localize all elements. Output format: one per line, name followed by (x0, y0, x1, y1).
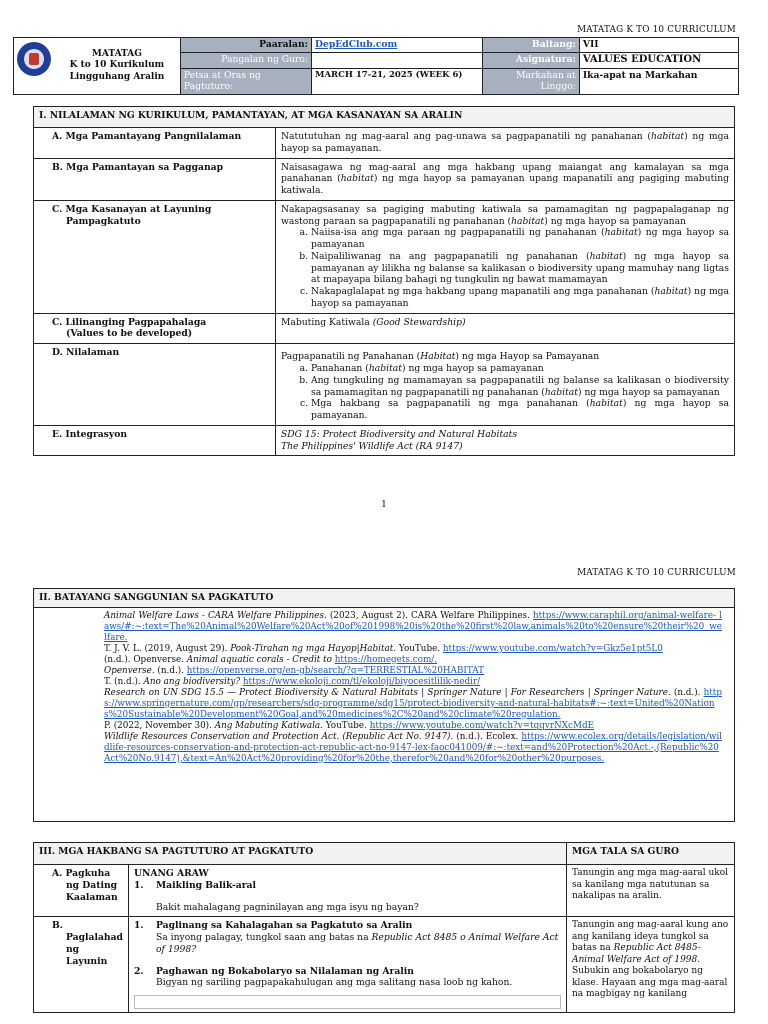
reference-link[interactable]: https://homegets.com/. (334, 654, 438, 665)
paglalahad-note: Tanungin ang mag-aaral kung ano ang kanilang ideya tungkol sa batas na Republic Act 8485- Animal Welfare Act of 1998. Subukin ang bokabolaryo ng klase. Hayaan ang mga mag-aaral na magbigay ng kanilang (567, 917, 735, 1013)
pagkuha-content: UNANG ARAW 1. Maikling Balik-aral Bakit mahalagang pagninilayan ang mga isyu ng bayan? (128, 865, 566, 917)
asignatura-label: Asignatura: (483, 52, 580, 68)
reference-item: Animal Welfare Laws - CARA Welfare Philippines. (2023, August 2). CARA Welfare Philippines. https://www.caraphil.org/animal-welfare- laws/#:~:text=The%20Animal%20Welfare%20Act%20of%201998%20is%20the%20first%20law,animals%20to%20ensure%20their%20 welfare. (104, 610, 722, 643)
pagpapahalaga-label: C. Lilinanging Pagpapahalaga (Values to be developed) (34, 313, 276, 344)
paglalahad-label: B. Paglalahad ng Layunin (34, 917, 129, 1013)
teaching-steps-table (33, 842, 735, 1013)
paaralan-link[interactable]: DepEdClub.com (315, 39, 398, 50)
guro-label: Pangalan ng Guro: (180, 52, 311, 68)
reference-link[interactable]: https://www.caraphil.org/animal-welfare- laws/#:~:text=The%20Animal%20Welfare%20Act%20of%201998%20is%20the%20first%20law,animals%20to%20ensure%20their%20 welfare. (104, 610, 722, 643)
list-item: b. Naipaliliwanag na ang pagpapanatili ng panahanan (habitat) ng mga hayop sa pamayanan ay lilikha ng balanse sa kalikasan o biodiversity upang mamuhay nang ligtas at mapayapa bilang bahagi ng tungkulin ng bawat mamamayan (311, 251, 729, 286)
markahan-value: Ika-apat na Markahan (579, 68, 738, 95)
pamantayang-pangnilalaman-text: Natututuhan ng mag-aaral ang pag-unawa sa pagpapanatili ng panahanan (habitat) ng mga hayop sa pamayanan. (276, 128, 735, 159)
pagkuha-note: Tanungin ang mga mag-aaral ukol sa kanilang mga natutunan sa nakalipas na aralin. (567, 865, 735, 917)
list-item: a. Panahanan (habitat) ng mga hayop sa pamayanan (311, 363, 729, 375)
guro-value (312, 52, 483, 68)
pamantayang-pangnilalaman-label: A. Mga Pamantayang Pangnilalaman (34, 128, 276, 159)
deped-seal-icon (17, 42, 51, 76)
section-2-title: II. BATAYANG SANGGUNIAN SA PAGKATUTO (34, 589, 734, 608)
reference-link[interactable]: https://www.springernature.com/gp/researchers/sdg-programme/sdg15/protect-biodiversity-and-natural-habitats#:~:text=United%20Nations%20Sustainable%20Development%20Goal,and%20medicines%2C%20and%20climate%20regulation. (104, 687, 722, 720)
curriculum-label: MATATAG K TO 10 CURRICULUM (577, 25, 736, 35)
notes-title: MGA TALA SA GURO (567, 843, 735, 865)
kasanayan-text: Nakapagsasanay sa pagiging mabuting katiwala sa pamamagitan ng pagpapalaganap ng wastong paraan sa pagpapanatili ng panahanan (habitat) ng mga hayop sa pamayanan a. Naiisa-isa ang mga paraan ng pagpapanatili ng panahanan (habitat) ng mga hayop sa pamayanan b. Naipaliliwanag na ang pagpapanatili ng panahanan (habitat) ng mga hayop sa pamayanan ay lilikha ng balanse sa kalikasan o biodiversity upang mamuhay nang ligtas at mapayapa bilang bahagi ng tungkulin ng bawat mamamayan c. Nakapaglalapat ng mga hakbang upang mapanatili ang mga panahanan (habitat) ng mga hayop sa pamayanan (276, 200, 735, 313)
curriculum-content-table (33, 106, 735, 456)
reference-item: T. (n.d.). Ano ang biodiversity? https://www.ekoloji.com/tl/ekoloji/biyocesitlilik-nedir/ (104, 676, 481, 687)
pamantayan-pagganap-label: B. Mga Pamantayan sa Pagganap (34, 158, 276, 200)
list-item: b. Ang tungkuling ng mamamayan sa pagpapanatili ng balanse sa kalikasan o biodiversity sa pamamagitan ng pagpapanatili ng panahanan (habitat) ng mga hayop sa pamayanan (311, 375, 729, 399)
asignatura-value: VALUES EDUCATION (579, 52, 738, 68)
reference-item: T. J. V. L. (2019, August 29). Pook-Tirahan ng mga Hayop|Habitat. YouTube. https://www.youtube.com/watch?v=Gkz5e1pt5L0 (104, 643, 663, 654)
list-item: a. Naiisa-isa ang mga paraan ng pagpapanatili ng panahanan (habitat) ng mga hayop sa pamayanan (311, 227, 729, 251)
deped-seal-cell (14, 38, 55, 95)
pamantayan-pagganap-text: Naisasagawa ng mag-aaral ang mga hakbang upang maiangat ang kamalayan sa mga panahanan (habitat) ng mga hayop sa pamayanan upang mapanatili ang pagiging mabuting katiwala. (276, 158, 735, 200)
kasanayan-label: C. Mga Kasanayan at Layuning Pampagkatuto (34, 200, 276, 313)
reference-link[interactable]: https://www.youtube.com/watch?v=Gkz5e1pt5L0 (442, 643, 663, 654)
school-title: MATATAG K to 10 Kurikulum Lingguhang Aralin (54, 38, 180, 95)
vocabulary-box (134, 995, 561, 1009)
baitang-label: Baitang: (483, 38, 580, 53)
reference-item: P. (2022, November 30). Ang Mabuting Katiwala. YouTube. https://www.youtube.com/watch?v=tqqvrNXcMdE (104, 720, 595, 731)
section-3-title: III. MGA HAKBANG SA PAGTUTURO AT PAGKATUTO (34, 843, 567, 865)
reference-link[interactable]: https://www.ecolex.org/details/legislation/wildlife-resources-conservation-and-protection-act-republic-act-no-9147-lex-faoc041009/#:~:text=and%20Protection%20Act.-,(Republic%20Act%20No.9147),&text=An%20Act%20providing%20for%20the,therefor%20and%20for%20other%20purposes. (104, 731, 722, 764)
petsa-value: MARCH 17-21, 2025 (WEEK 6) (312, 68, 483, 95)
nilalaman-label: D. Nilalaman (34, 344, 276, 426)
petsa-label: Petsa at Oras ng Pagtuturo: (180, 68, 311, 95)
integrasyon-label: E. Integrasyon (34, 425, 276, 456)
reference-link[interactable]: https://www.youtube.com/watch?v=tqqvrNXcMdE (369, 720, 595, 731)
baitang-value: VII (579, 38, 738, 53)
integrasyon-text: SDG 15: Protect Biodiversity and Natural Habitats The Philippines' Wildlife Act (RA 9147) (276, 425, 735, 456)
reference-item: Research on UN SDG 15.5 — Protect Biodiversity & Natural Habitats | Springer Nature | For Researchers | Springer Nature. (n.d.). https://www.springernature.com/gp/researchers/sdg-programme/sdg15/protect-biodiversity-and-natural-habitats#:~:text=United%20Nations%20Sustainable%20Development%20Goal,and%20medicines%2C%20and%20climate%20regulation. (104, 687, 722, 720)
references-list (34, 608, 734, 765)
section-1-title: I. NILALAMAN NG KURIKULUM, PAMANTAYAN, AT MGA KASANAYAN SA ARALIN (34, 107, 735, 128)
reference-link[interactable]: https://openverse.org/en-gb/search/?q=TERRESTIAL%20HABITAT (186, 665, 485, 676)
list-item: c. Mga hakbang sa pagpapanatili ng mga panahanan (habitat) ng mga hayop sa pamayanan. (311, 398, 729, 422)
paglalahad-content: 1. Paglinang sa Kahalagahan sa Pagkatuto sa Aralin Sa inyong palagay, tungkol saan ang batas na Republic Act 8485 o Animal Welfare Act of 1998? 2. Paghawan ng Bokabolaryo sa Nilalaman ng Aralin Bigyan ng sariling pagpapakahulugan ang mga salitang nasa loob ng kahon. (128, 917, 566, 1013)
pagkuha-label: A. Pagkuha ng Dating Kaalaman (34, 865, 129, 917)
list-item: c. Nakapaglalapat ng mga hakbang upang mapanatili ang mga panahanan (habitat) ng mga hayop sa pamayanan (311, 286, 729, 310)
pagpapahalaga-text: Mabuting Katiwala (Good Stewardship) (276, 313, 735, 344)
references-box (33, 588, 735, 822)
lesson-header-table (13, 37, 739, 95)
reference-item: Wildlife Resources Conservation and Protection Act. (Republic Act No. 9147). (n.d.). Ecolex. https://www.ecolex.org/details/legislation/wildlife-resources-conservation-and-protection-act-republic-act-no-9147-lex-faoc041009/#:~:text=and%20Protection%20Act.-,(Republic%20Act%20No.9147),&text=An%20Act%20providing%20for%20the,therefor%20and%20for%20other%20purposes. (104, 731, 722, 764)
reference-item: Openverse. (n.d.). https://openverse.org/en-gb/search/?q=TERRESTIAL%20HABITAT (104, 665, 485, 676)
reference-link[interactable]: https://www.ekoloji.com/tl/ekoloji/biyocesitlilik-nedir/ (242, 676, 481, 687)
paaralan-label: Paaralan: (180, 38, 311, 53)
nilalaman-text: Pagpapanatili ng Panahanan (Habitat) ng mga Hayop sa Pamayanan a. Panahanan (habitat) ng mga hayop sa pamayanan b. Ang tungkuling ng mamamayan sa pagpapanatili ng balanse sa kalikasan o biodiversity sa pamamagitan ng pagpapanatili ng panahanan (habitat) ng mga hayop sa pamayanan c. Mga hakbang sa pagpapanatili ng mga panahanan (habitat) ng mga hayop sa pamayanan. (276, 344, 735, 426)
reference-item: (n.d.). Openverse. Animal aquatic corals - Credit to https://homegets.com/. (104, 654, 438, 665)
curriculum-label-page-2: MATATAG K TO 10 CURRICULUM (577, 568, 736, 578)
page-number: 1 (381, 500, 387, 510)
paaralan-value[interactable] (312, 38, 483, 53)
markahan-label: Markahan at Linggo: (483, 68, 580, 95)
